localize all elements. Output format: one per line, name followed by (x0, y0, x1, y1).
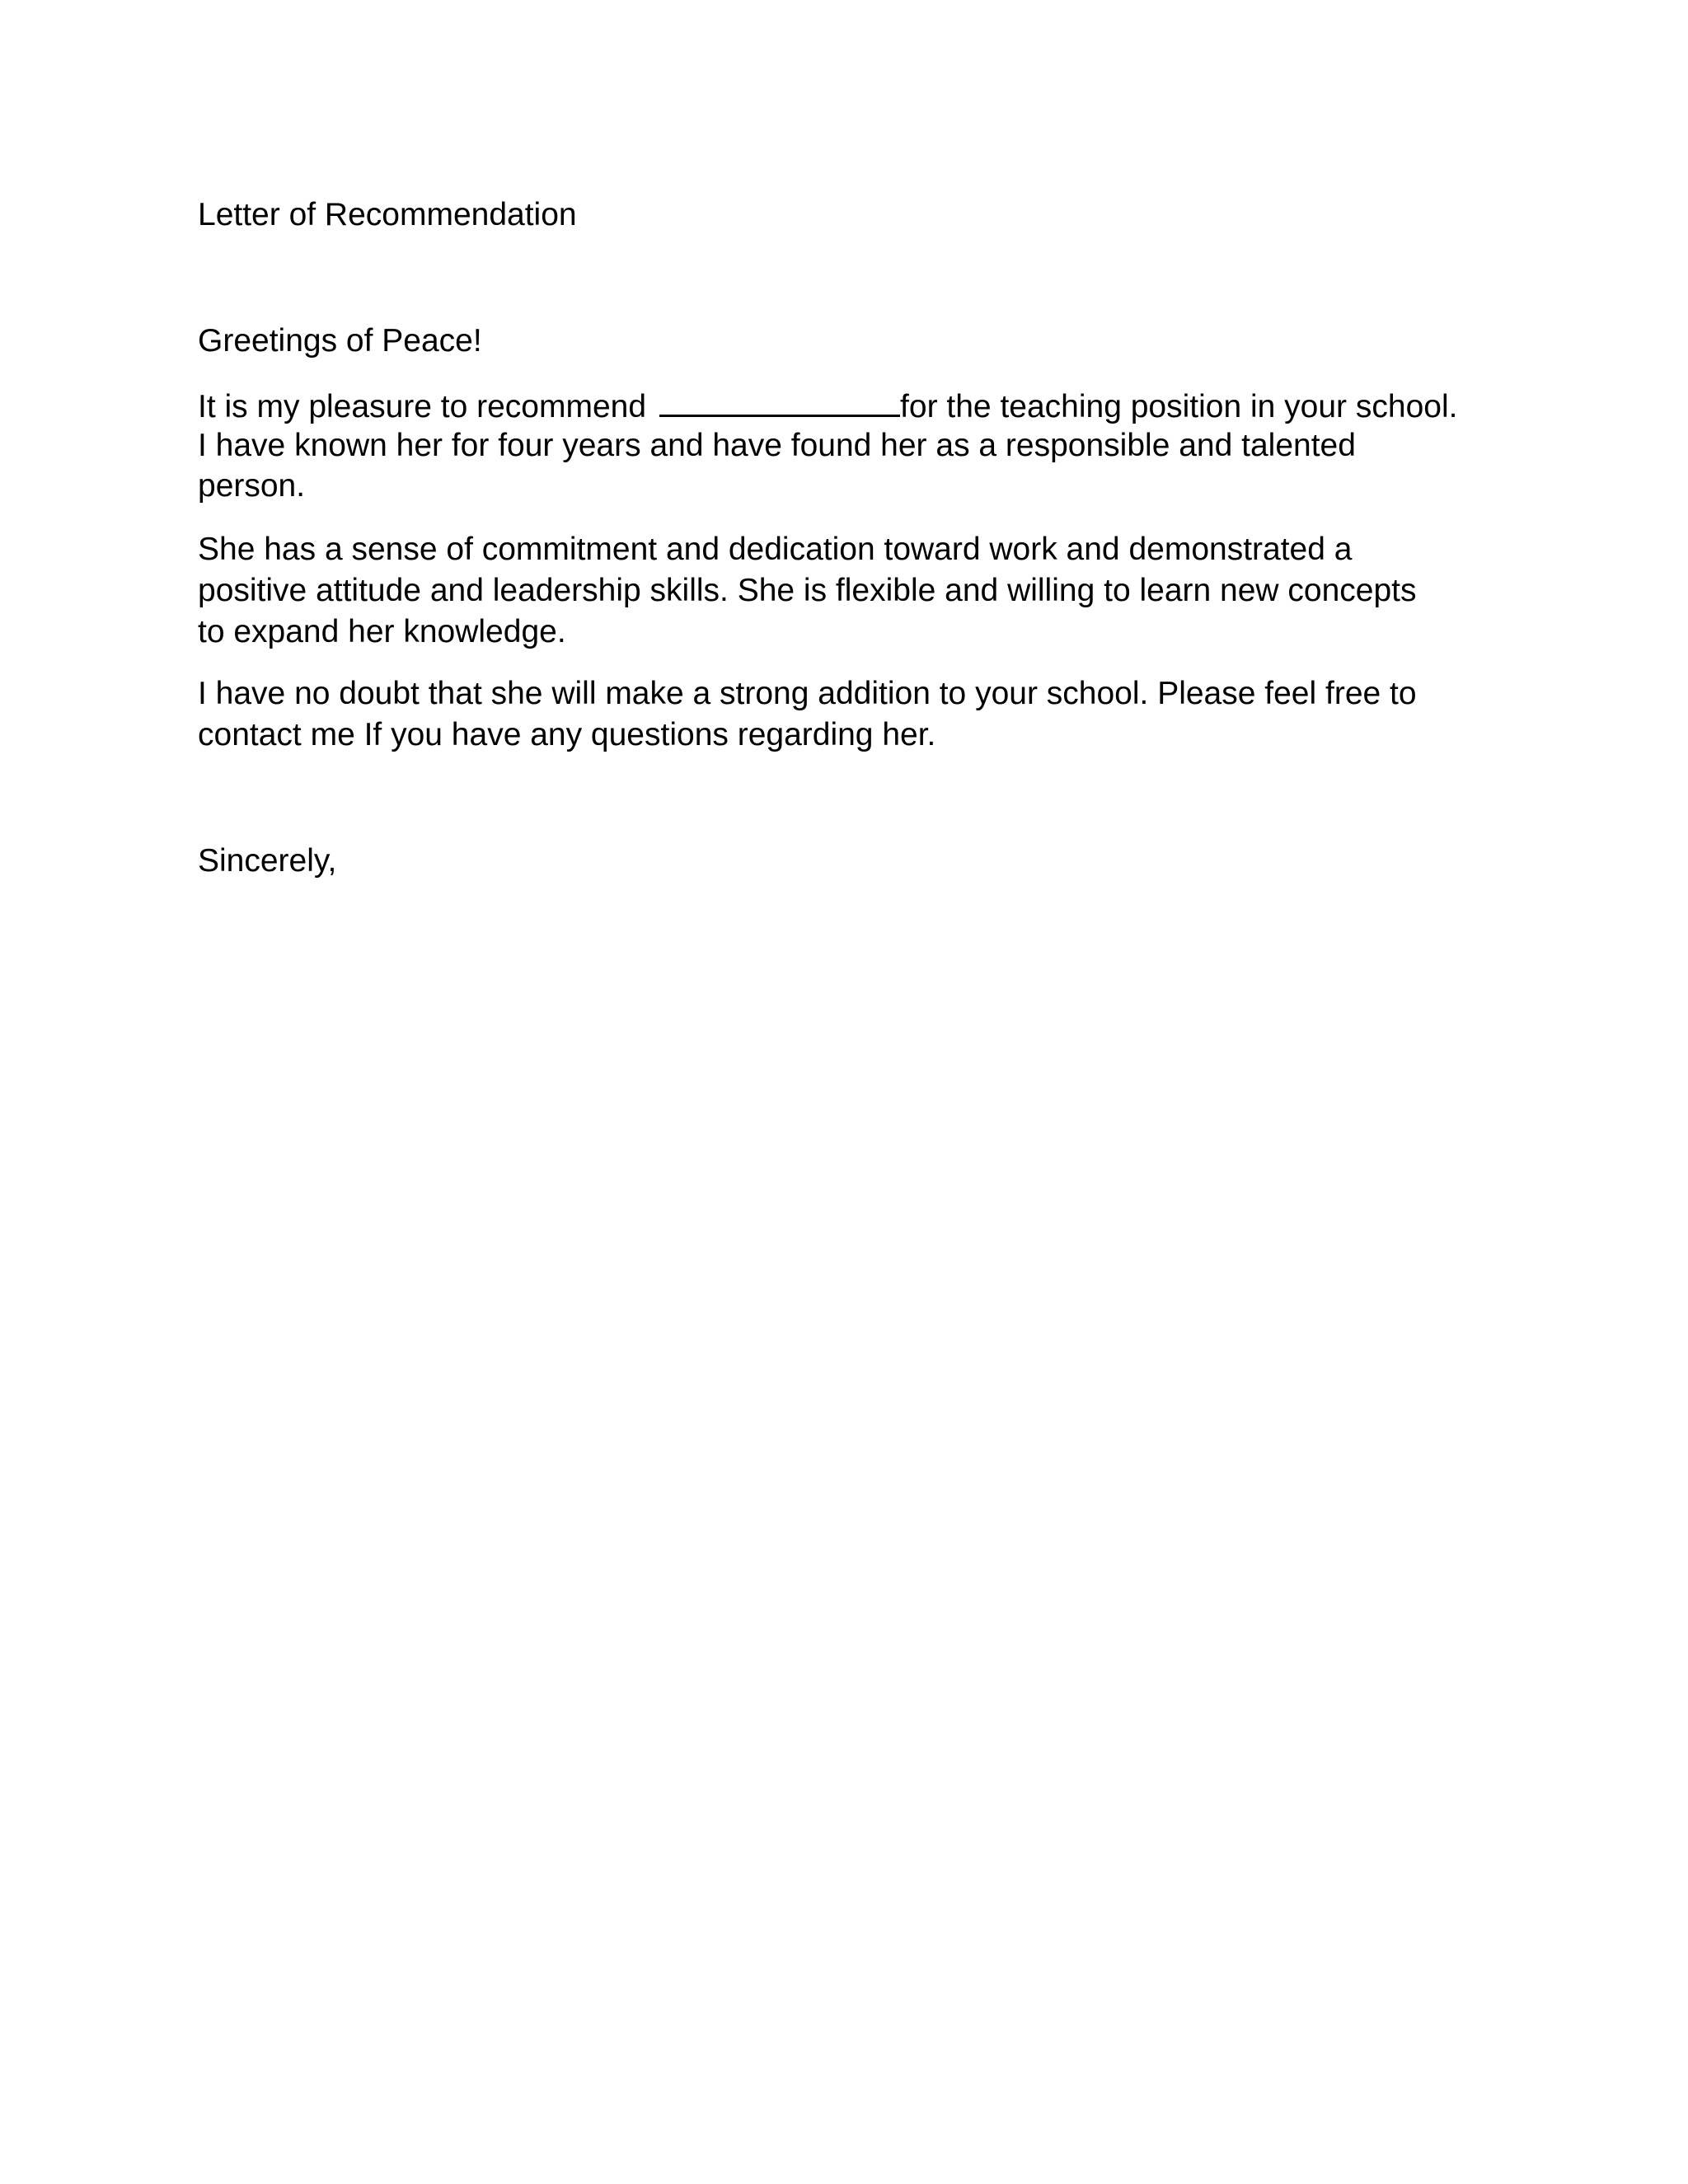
paragraph-2-line-1: She has a sense of commitment and dedication toward work and demonstrated a (198, 532, 1353, 567)
paragraph-2-line-2: positive attitude and leadership skills. She is flexible and willing to learn new concepts (198, 573, 1417, 608)
paragraph-1-line-1-before: It is my pleasure to recommend (198, 389, 647, 424)
paragraph-2-line-3: to expand her knowledge. (198, 614, 566, 649)
paragraph-1-line-2: I have known her for four years and have found her as a responsible and talented (198, 428, 1356, 463)
paragraph-3-line-1: I have no doubt that she will make a strong addition to your school. Please feel free to (198, 676, 1417, 711)
paragraph-1-line-3: person. (198, 468, 306, 504)
paragraph-1-line-1 (198, 385, 1457, 428)
paragraph-1-line-1-after: for the teaching position in your school. (900, 389, 1458, 424)
letter-closing: Sincerely, (198, 843, 337, 879)
paragraph-3-line-2: contact me If you have any questions regarding her. (198, 717, 936, 752)
letter-greeting: Greetings of Peace! (198, 323, 482, 359)
recipient-name-blank (659, 385, 900, 417)
letter-title: Letter of Recommendation (198, 197, 577, 232)
